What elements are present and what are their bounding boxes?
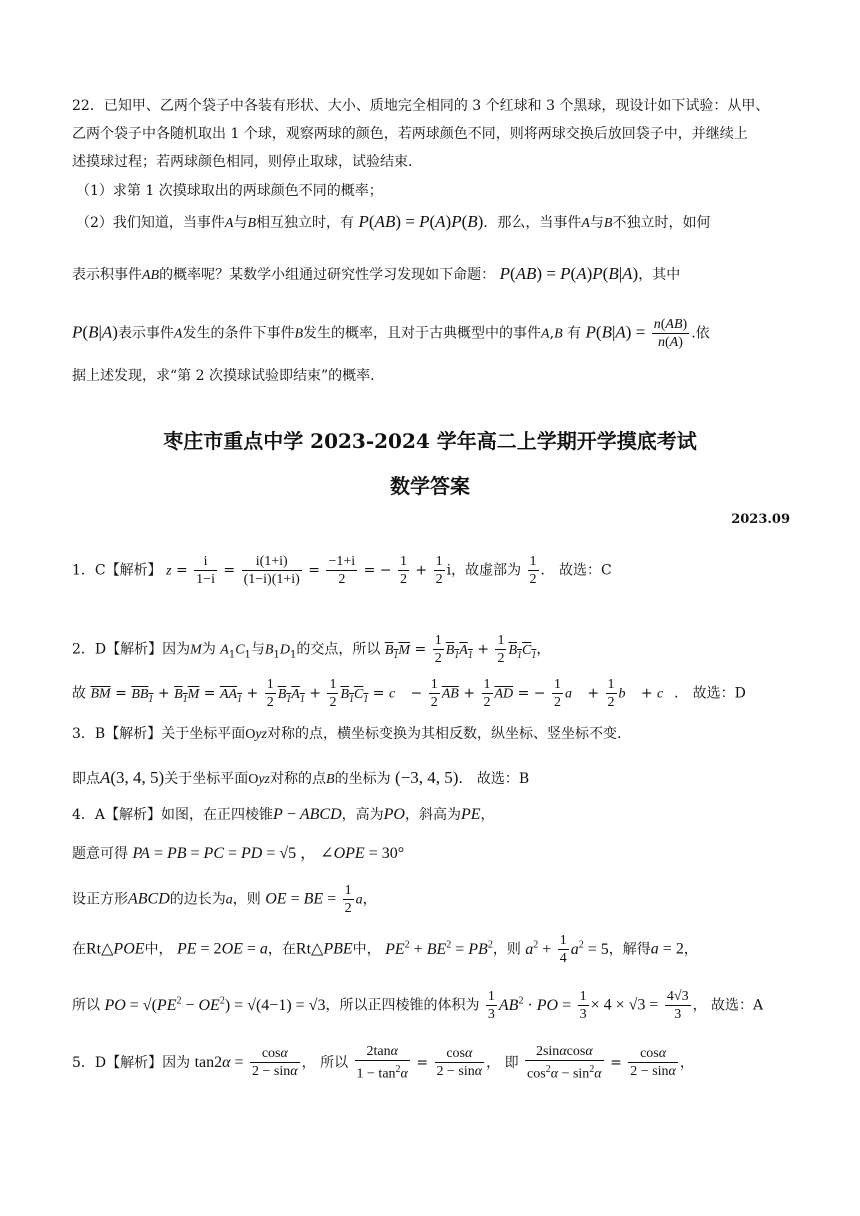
problem-22-question-2-line-2: 表示积事件AB的概率呢？某数学小组通过研究性学习发现如下命题： P(AB) = P(A)P(B|A)，其中 [72,264,681,283]
answer-4-line-4: 在Rt△POE中， PE = 2OE = a，在Rt△PBE中， $PE^2 + BE^2 = PB^2$，则 $a^2$ + $\frac{1}{4}$ $a^2 = 5$，解得a = 2， [72,933,698,966]
answer-4-line-5: 所以 PO = $√(PE^2 - OE^2) = √(4-1) = √3$，所以正四棱锥的体积为 $\frac{1}{3}$ $AB^2$ · PO = $\frac{1}{3}$ × 4 × √3 = $\frac{4√3}{3}$ ， 故选：A [72,989,764,1022]
problem-22-line-2: 乙两个袋子中各随机取出 1 个球，观察两球的颜色，若两球颜色不同，则将两球交换后放回袋子中，并继续上 [72,126,748,142]
answer-4-line-2: 题意可得 PA = PB = PC = PD = √5 ， ∠OPE = 30° [72,845,405,862]
exam-date: 2023.09 [731,512,790,527]
problem-22-line-3: 述摸球过程；若两球颜色相同，则停止取球，试验结束． [72,154,422,170]
answer-4-line-3: 设正方形ABCD的边长为a，则 OE = BE = $\frac{1}{2}$ a， [72,883,377,916]
answer-4-line-1: 4．A【解析】如图，在正四棱锥P − ABCD，高为PO，斜高为PE， [72,806,495,823]
problem-22-question-2-line-4: 据上述发现，求“第 2 次摸球试验即结束”的概率. [72,368,375,384]
problem-22-question-1: （1）求第 1 次摸球取出的两球颜色不同的概率； [76,183,383,199]
problem-22-question-2-line-1: （2）我们知道，当事件A与B相互独立时，有 P(AB) = P(A)P(B)．那么，当事件A与B不独立时，如何 [76,212,711,231]
problem-22-question-2-line-3: P(B|A)表示事件A发生的条件下事件B发生的概率，且对于古典概型中的事件A,B 有 P(B|A) = $\frac{n(AB)}{n(A)}$ .依 [72,317,710,350]
page-subtitle: 数学答案 [390,474,470,498]
answer-2-line-1: 2．D【解析】因为M为 $A_1C_1$与$B_1D_1$的交点，所以 $B_1M$ = $\frac{1}{2}$ $B_1A_1$ + $\frac{1}{2}$ $B_1C_1$， [72,633,551,666]
answer-3-line-2: 即点A(3, 4, 5)关于坐标平面Oyz对称的点B的坐标为 (−3, 4, 5)． 故选：B [72,768,530,787]
answer-3-line-1: 3．B【解析】关于坐标平面Oyz对称的点，横坐标变换为其相反数，纵坐标、竖坐标不变. [72,726,622,742]
problem-22-line-1: 22．已知甲、乙两个袋子中各装有形状、大小、质地完全相同的 3 个红球和 3 个黑球，现设计如下试验：从甲、 [72,98,770,114]
page-title: 枣庄市重点中学 2023-2024 学年高二上学期开学摸底考试 [163,429,697,453]
answer-2-line-2: 故 $\overline{BM} = BB_1 + B_1M = AA_1$ + $\frac{1}{2}$ $B_1A_1$ + $\frac{1}{2}$ $B_1C_1$ = c⃗ − $\frac{1}{2}$ $\overline{AB}$ + $\frac{1}{2}$ $\overline{AD}$ = − $\frac{1}{2}$ a⃗ + $\frac{1}{2}$ b⃗ + c⃗． 故选：D [72,677,746,710]
answer-1: 1．C【解析】 z = $\frac{i}{1-i}$ = $\frac{i(1+i)}{(1-i)(1+i)}$ = $\frac{-1+i}{2}$ = − $\frac{1}{2}$ + $\frac{1}{2}$ i，故虚部为 $\frac{1}{2}$ ． 故选：C [72,554,612,587]
answer-5: 5．D【解析】因为 tan2α = $\frac{\cos\alpha}{2 - \sin\alpha}$ ， 所以 $\frac{2\tan\alpha}{1 - \tan^2\alpha}$ = $\frac{\cos\alpha}{2 - \sin\alpha}$ ， 即 $\frac{2\sin\alpha\cos\alpha}{\cos^2\alpha - \sin^2\alpha}$ = $\frac{\cos\alpha}{2 - \sin\alpha}$ ， [72,1044,694,1082]
